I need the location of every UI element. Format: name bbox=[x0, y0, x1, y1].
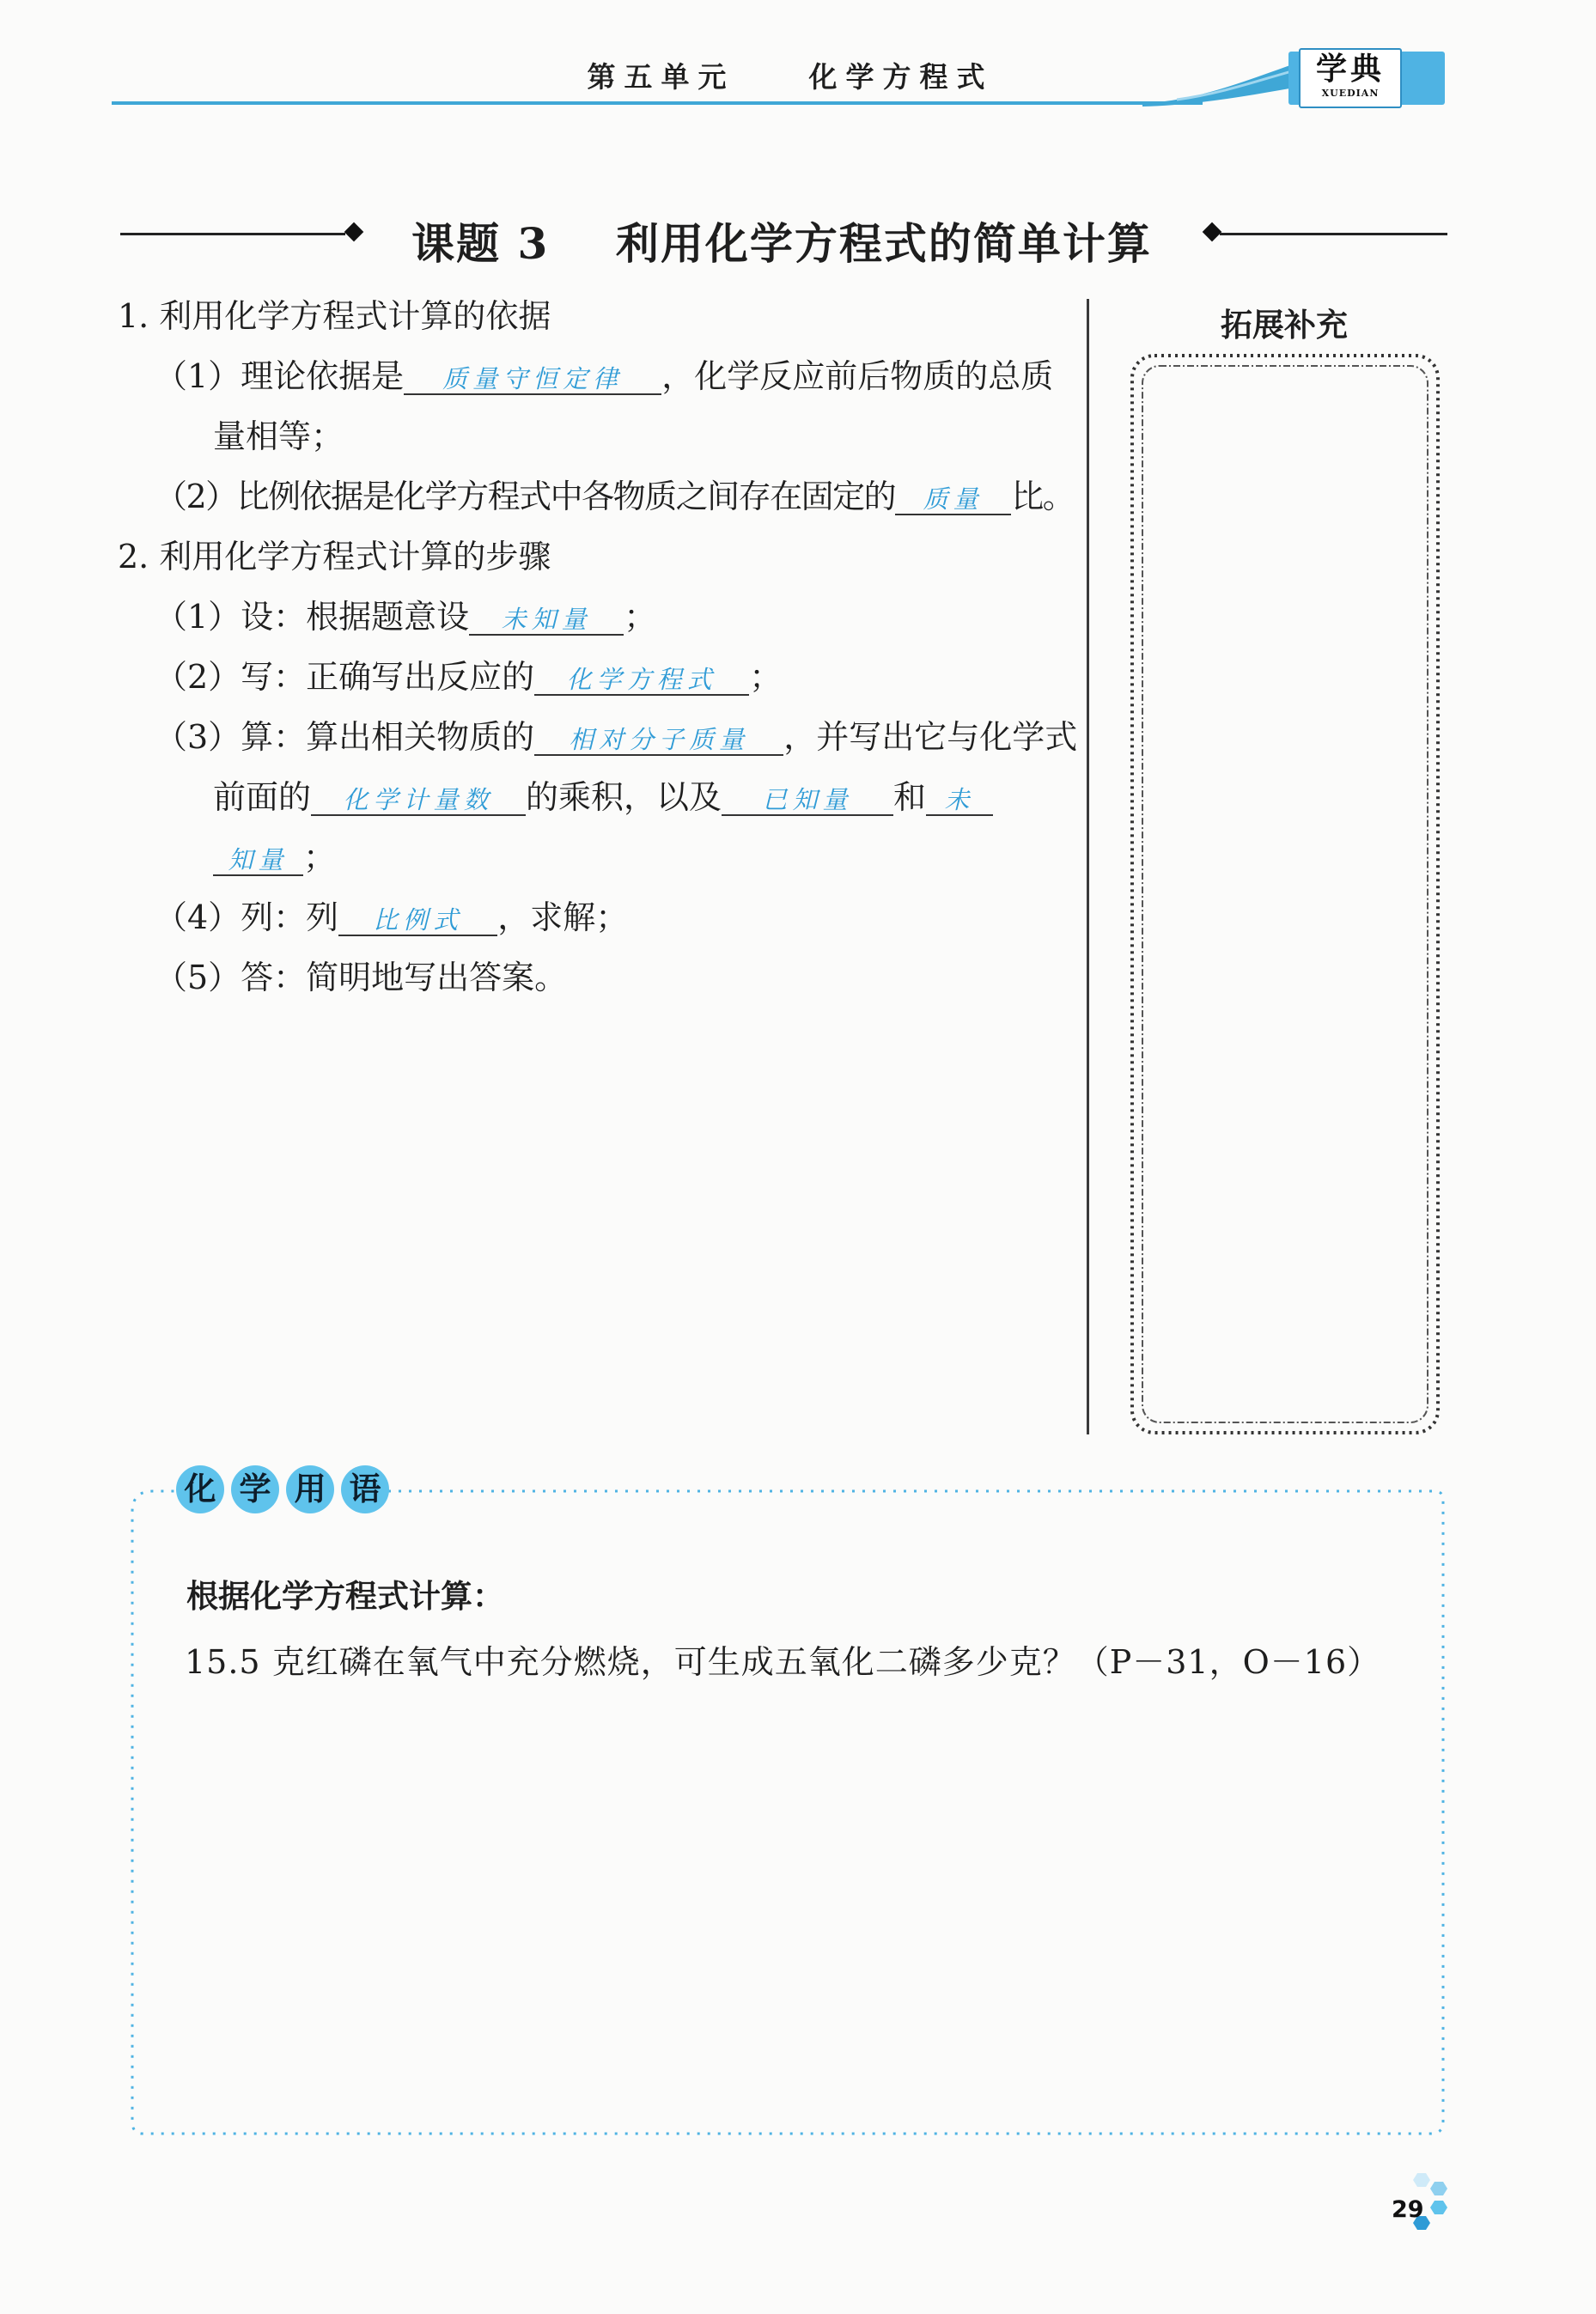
item-text: ； bbox=[624, 598, 657, 636]
chem-terms-question: 15.5 克红磷在氧气中充分燃烧，可生成五氧化二磷多少克？（P－31，O－16） bbox=[185, 1643, 1381, 1681]
answer-text: 化学计量数 bbox=[343, 785, 494, 814]
answer-blank bbox=[895, 474, 1011, 515]
brand-logo bbox=[1299, 48, 1402, 108]
answer-blank bbox=[404, 354, 661, 395]
chem-terms-heading: 根据化学方程式计算： bbox=[186, 1578, 504, 1615]
item-continuation bbox=[213, 775, 993, 819]
chem-terms-box bbox=[129, 1460, 1460, 2147]
badge-char: 化 bbox=[176, 1465, 224, 1513]
chem-terms-badge bbox=[176, 1465, 396, 1519]
item-text: ，并写出它与化学式 bbox=[783, 718, 1078, 756]
item-text: 比。 bbox=[1011, 478, 1075, 515]
item-text: 和 bbox=[893, 778, 927, 816]
sidebar-divider bbox=[1087, 299, 1089, 1434]
item-text: （3）算：算出相关物质的 bbox=[155, 718, 535, 756]
list-item bbox=[155, 895, 628, 940]
answer-blank bbox=[469, 594, 624, 636]
answer-text: 相对分子质量 bbox=[569, 725, 750, 754]
item-continuation bbox=[213, 835, 336, 880]
brand-name: 学典 bbox=[1315, 51, 1385, 87]
section-heading: 2. 利用化学方程式计算的步骤 bbox=[118, 538, 551, 575]
answer-blank bbox=[213, 835, 303, 876]
answer-text: 未知量 bbox=[501, 605, 592, 634]
answer-text: 未 bbox=[944, 785, 975, 814]
list-item bbox=[155, 474, 1074, 519]
badge-char: 学 bbox=[231, 1465, 279, 1513]
section-heading: 1. 利用化学方程式计算的依据 bbox=[118, 297, 551, 335]
brand-latin: XUEDIAN bbox=[1321, 88, 1380, 99]
sidebar-title: 拓展补充 bbox=[1221, 307, 1348, 344]
answer-text: 质量守恒定律 bbox=[442, 364, 624, 393]
item-text: （4）列：列 bbox=[155, 898, 339, 936]
answer-text: 化学方程式 bbox=[566, 665, 717, 694]
list-item bbox=[155, 655, 782, 699]
title-rule-right bbox=[1220, 233, 1447, 235]
title-rule-left bbox=[120, 233, 345, 235]
answer-text: 知量 bbox=[228, 845, 289, 874]
answer-text: 质量 bbox=[923, 484, 984, 514]
list-item: （5）答：简明地写出答案。 bbox=[155, 959, 568, 996]
list-item bbox=[155, 354, 1053, 399]
badge-char: 语 bbox=[341, 1465, 389, 1513]
diamond-bullet-right bbox=[1203, 222, 1222, 242]
item-text: ，化学反应前后物质的总质 bbox=[661, 357, 1054, 395]
list-item bbox=[155, 594, 656, 639]
running-header-title: 第五单元 化学方程式 bbox=[587, 60, 994, 94]
badge-char: 用 bbox=[286, 1465, 334, 1513]
answer-blank bbox=[534, 655, 749, 696]
page-number: 29 bbox=[1392, 2196, 1424, 2223]
answer-blank bbox=[311, 775, 526, 816]
item-text: （2）写：正确写出反应的 bbox=[155, 658, 535, 696]
lesson-title: 课题 3 利用化学方程式的简单计算 bbox=[411, 218, 1152, 269]
item-text: ； bbox=[303, 838, 337, 876]
answer-blank bbox=[534, 715, 783, 756]
item-text: 的乘积，以及 bbox=[526, 778, 722, 816]
answer-blank bbox=[926, 775, 993, 816]
item-text: ； bbox=[749, 658, 783, 696]
answer-text: 已知量 bbox=[762, 785, 853, 814]
header-rule bbox=[112, 101, 1203, 105]
notes-frame bbox=[1122, 345, 1448, 1443]
item-text: 前面的 bbox=[213, 778, 312, 816]
item-text: （1）设：根据题意设 bbox=[155, 598, 470, 636]
item-text: （1）理论依据是 bbox=[155, 357, 405, 395]
answer-blank bbox=[722, 775, 893, 816]
list-item bbox=[155, 715, 1077, 759]
item-text: ，求解； bbox=[497, 898, 629, 936]
item-continuation: 量相等； bbox=[213, 417, 344, 455]
item-text: （2）比例依据是化学方程式中各物质之间存在固定的 bbox=[155, 478, 896, 515]
answer-text: 比例式 bbox=[373, 905, 464, 935]
answer-blank bbox=[338, 895, 497, 936]
